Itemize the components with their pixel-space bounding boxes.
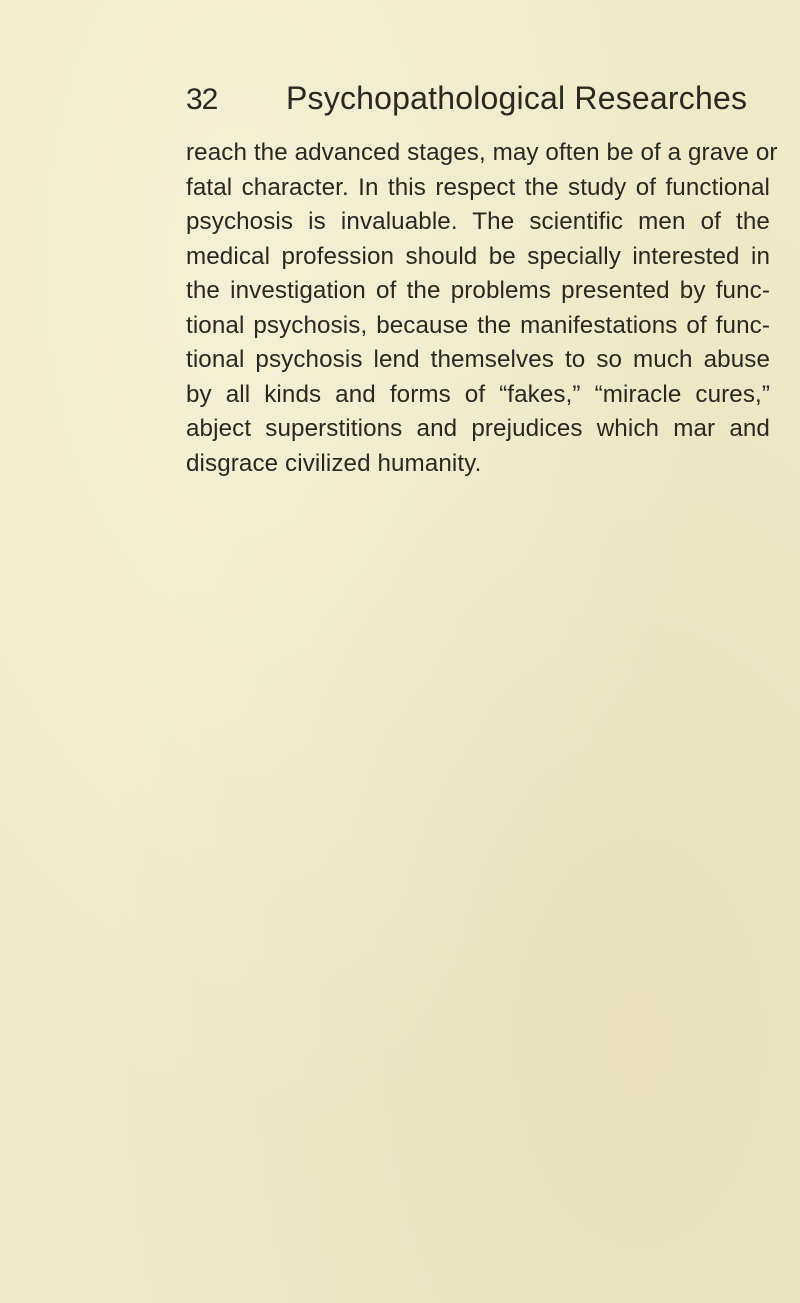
running-title: Psychopathological Researches <box>286 80 748 116</box>
text-line: medical profession should be specially interested in <box>186 242 770 270</box>
text-line: tional psychosis, because the manifestations of func- <box>186 311 770 339</box>
page-number: 32 <box>186 83 218 116</box>
text-line: tional psychosis lend themselves to so much abuse <box>186 346 770 373</box>
text-line: abject superstitions and prejudices which mar and <box>186 415 770 442</box>
text-line: psychosis is invaluable. The scientific men of the <box>186 208 770 235</box>
text-line: fatal character. In this respect the study of functional <box>186 173 770 201</box>
text-line: disgrace civilized humanity. <box>186 449 482 477</box>
text-line: reach the advanced stages, may often be of a grave or <box>186 139 778 166</box>
running-head <box>186 80 766 130</box>
text-line: the investigation of the problems presented by func- <box>186 277 770 304</box>
body-paragraph <box>186 136 778 481</box>
text-line: by all kinds and forms of “fakes,” “miracle cures,” <box>186 380 770 408</box>
